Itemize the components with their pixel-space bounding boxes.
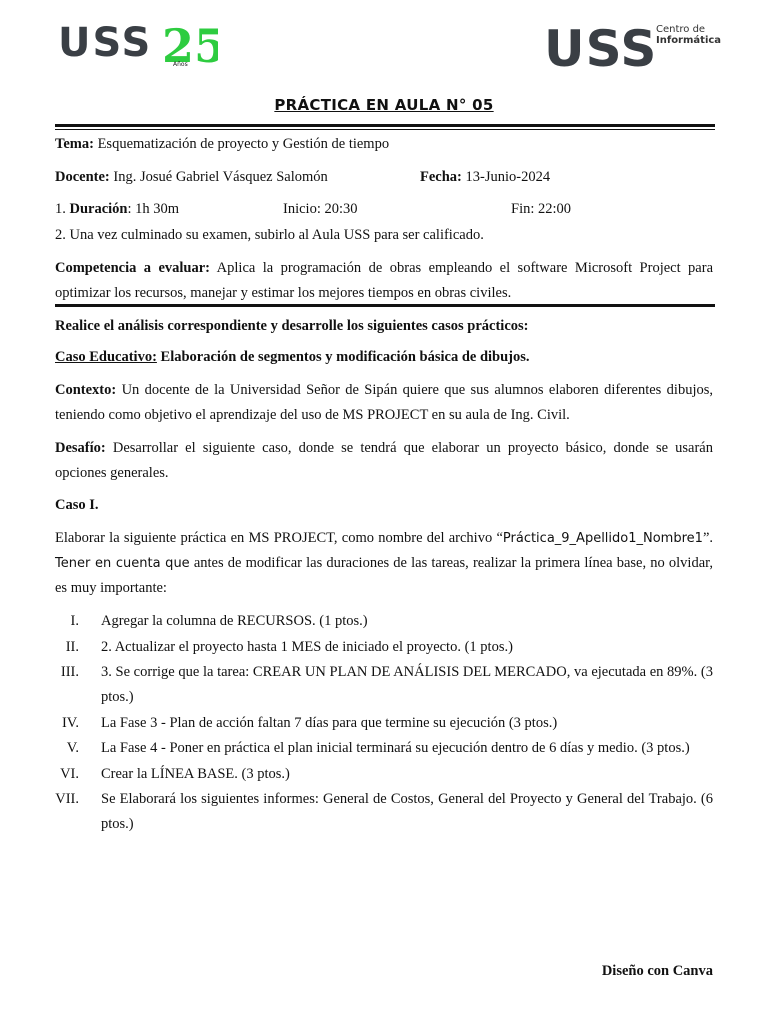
title-rule-thin [55, 129, 715, 130]
list-item-number: V. [66, 740, 79, 756]
desafio-paragraph [55, 436, 713, 486]
contexto-label: Contexto: [55, 382, 117, 398]
list-item [55, 736, 713, 761]
caso1-text-1: Elaborar la siguiente práctica en MS PROJECT, como nombre del archivo “ [55, 530, 503, 546]
fecha-line [420, 169, 550, 186]
list-item [55, 762, 713, 787]
caso1-text-2: ”. [702, 530, 713, 546]
caso1-paragraph [55, 526, 713, 601]
list-item [55, 660, 713, 710]
uss-25-logo-graphic [58, 22, 218, 74]
caso-educativo-line [55, 349, 530, 366]
docente-label: Docente: [55, 169, 110, 185]
list-item-text: 3. Se corrige que la tarea: CREAR UN PLAN DE ANÁLISIS DEL MERCADO, va ejecutada en 89%. (3 ptos.) [101, 664, 713, 705]
duracion-value: : 1h 30m [127, 201, 180, 217]
caso1-text-3: antes de modificar las duraciones de las tareas, realizar la primera línea base, no olvidar, es muy importante: [55, 555, 713, 596]
competencia-paragraph [55, 256, 713, 306]
list-item [55, 787, 713, 837]
duracion-label: Duración [69, 201, 128, 217]
list-item-number: III. [60, 664, 79, 680]
competencia-value: Aplica la programación de obras empleando el software Microsoft Project para optimizar los recursos, manejar y estimar los mejores tiempos en obras civiles. [55, 260, 714, 301]
list-item [55, 635, 713, 660]
list-item-number: IV. [61, 714, 79, 731]
fecha-value: 13-Junio-2024 [461, 169, 551, 185]
list-item-number: I. [70, 613, 79, 629]
tema-label: Tema: [55, 136, 94, 152]
page-title: PRÁCTICA EN AULA N° 05 [274, 96, 494, 114]
list-item [55, 711, 713, 736]
list-item-text: Crear la LÍNEA BASE. (3 ptos.) [101, 765, 290, 782]
item2-text: 2. Una vez culminado su examen, subirlo al Aula USS para ser calificado. [55, 227, 484, 243]
list-item-text: 2. Actualizar el proyecto hasta 1 MES de iniciado el proyecto. (1 ptos.) [101, 638, 513, 655]
caso1-filename: Práctica_9_Apellido1_Nombre1 [502, 531, 703, 546]
right-logo-caption [656, 24, 721, 46]
contexto-paragraph [55, 378, 713, 428]
instruction-text: Realice el análisis correspondiente y desarrolle los siguientes casos prácticos: [55, 318, 529, 334]
right-logo-line2: Informática [656, 35, 722, 46]
list-item-text: La Fase 3 - Plan de acción faltan 7 días para que termine su ejecución (3 ptos.) [101, 714, 558, 731]
list-item-text: Agregar la columna de RECURSOS. (1 ptos.) [101, 613, 368, 629]
left-logo-sub: Años [173, 61, 188, 68]
desafio-label: Desafío: [55, 440, 106, 456]
inicio-text: Inicio: 20:30 [283, 201, 358, 217]
footer-credit: Diseño con Canva [601, 963, 713, 979]
caso-educativo-label: Caso Educativo: [55, 349, 157, 365]
uss-25-logo [58, 22, 218, 74]
left-logo-text: USS [58, 22, 153, 66]
list-item-number: VI. [60, 765, 79, 782]
right-logo-text: USS [544, 22, 654, 70]
tema-value: Esquematización de proyecto y Gestión de tiempo [93, 136, 390, 152]
tema-line [55, 136, 389, 153]
fecha-label: Fecha: [420, 169, 462, 185]
fin-text: Fin: 22:00 [511, 201, 572, 217]
uss-informatica-logo-graphic [544, 22, 654, 70]
list-item-number: VII. [55, 791, 79, 807]
section-rule [55, 304, 715, 307]
caso1-heading: Caso I. [55, 497, 99, 513]
uss-informatica-logo [544, 22, 722, 70]
duracion-line [55, 201, 179, 218]
desafio-value: Desarrollar el siguiente caso, donde se tendrá que elaborar un proyecto básico, donde se usarán opciones generales. [55, 440, 713, 481]
title-rule-thick [55, 124, 715, 127]
list-item-number: II. [65, 638, 79, 655]
caso-educativo-value: Elaboración de segmentos y modificación básica de dibujos. [156, 349, 530, 365]
list-item-text: La Fase 4 - Poner en práctica el plan inicial terminará su ejecución dentro de 6 días y medio. (3 ptos.) [101, 740, 690, 756]
caso1-note: Tener en cuenta que [55, 556, 190, 571]
right-logo-line1: Centro de [656, 24, 706, 35]
docente-line [55, 169, 328, 186]
contexto-value: Un docente de la Universidad Señor de Sipán quiere que sus alumnos elaboren diferentes dibujos, teniendo como objetivo el aprendizaje del uso de MS PROJECT en su aula de Ing. Civil. [55, 382, 713, 423]
competencia-label: Competencia a evaluar: [55, 260, 211, 276]
docente-value: Ing. Josué Gabriel Vásquez Salomón [109, 169, 328, 185]
list-item [55, 609, 713, 634]
left-logo-number: 25 [162, 22, 218, 73]
task-list [55, 609, 713, 838]
list-item-text: Se Elaborará los siguientes informes: General de Costos, General del Proyecto y General del Trabajo. (6 ptos.) [101, 791, 713, 832]
item1-number: 1. [55, 201, 66, 217]
